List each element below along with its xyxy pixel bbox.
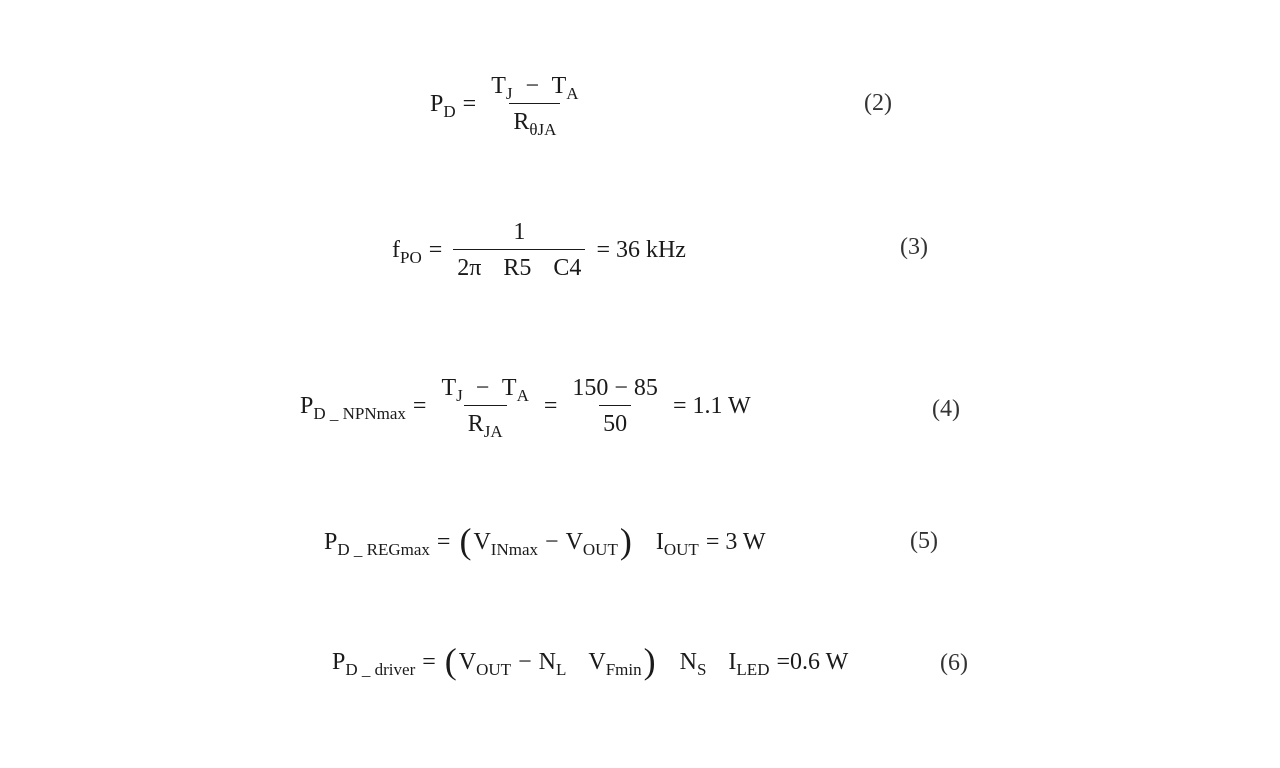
eq2-numerator: $T_J - T_A$ [491,73,579,103]
equals-sign: = [412,393,427,419]
equation-3 [392,220,693,280]
open-paren: ( [459,521,472,561]
open-paren: ( [444,641,457,681]
close-paren: ) [643,641,656,681]
eq3-lhs: $f_{PO}$ [392,237,422,267]
eq6-lhs: $P_{D \_ driver}$ [332,649,416,679]
eq4-numerator-1: $T_J - T_A$ [441,375,529,405]
eq2-lhs: $P_D$ [430,91,456,121]
eq3-denominator: 2π R5 C4 [453,249,585,280]
eq3-result: = 36 kHz [596,237,686,263]
eq2-fraction [487,73,582,139]
eq6-v1: $V_{OUT}$ [458,649,512,679]
eq6-n2: $N_S$ [679,649,707,679]
eq4-lhs: $P_{D \_ NPNmax}$ [300,393,406,423]
eq6-result: =0.6 W [776,649,849,675]
equation-2 [430,73,587,139]
eq5-v1: $V_{INmax}$ [473,529,539,559]
eq4-fraction-2 [568,376,662,436]
minus-sign: − [518,649,532,675]
equals-sign: = [436,529,451,555]
equation-number-6: (6) [940,650,968,676]
eq2-denominator: $R_{\theta JA}$ [509,103,560,134]
eq6-v2: $V_{Fmin}$ [588,649,642,679]
equation-6 [332,641,855,681]
eq4-numerator-2: 150 − 85 [572,375,658,401]
minus-sign: − [545,529,559,555]
equation-number-5: (5) [910,528,938,554]
eq3-numerator: 1 [513,219,526,245]
eq4-fraction-1 [437,375,532,441]
eq5-current: $I_{OUT}$ [655,529,699,559]
equation-number-3: (3) [900,234,928,260]
equals-sign: = [422,649,436,675]
eq4-denominator-1: $R_{JA}$ [464,405,507,436]
equals-sign: = [428,237,443,263]
eq5-lhs: $P_{D \_ REGmax}$ [324,529,430,559]
eq6-n1: $N_L$ [538,649,567,679]
equals-sign: = [543,393,558,419]
equation-number-2: (2) [864,90,892,116]
equation-number-4: (4) [932,396,960,422]
eq4-result: = 1.1 W [672,393,751,419]
eq5-v2: $V_{OUT}$ [565,529,618,559]
equals-sign: = [462,91,477,117]
close-paren: ) [619,521,632,561]
eq3-fraction [453,220,585,280]
eq4-denominator-2: 50 [599,405,631,436]
eq6-current: $I_{LED}$ [728,649,770,679]
eq5-result: = 3 W [705,529,766,555]
equation-4 [300,375,758,441]
equation-5 [324,521,773,561]
